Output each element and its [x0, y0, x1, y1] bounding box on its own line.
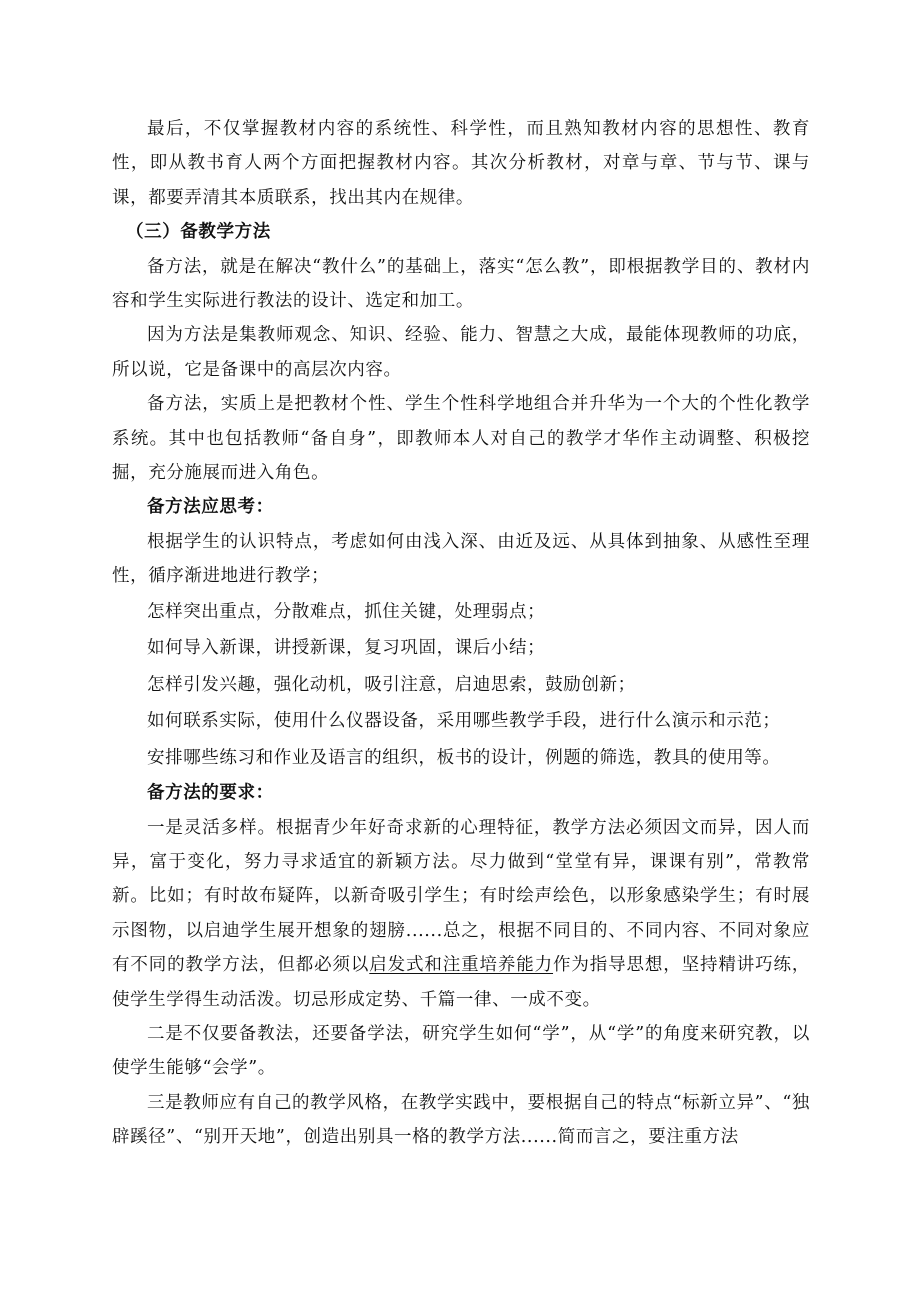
- requirement-paragraph-1: [112, 811, 810, 1017]
- method-paragraph: 备方法，就是在解决“教什么”的基础上，落实“怎么教”，即根据教学目的、教材内容和学生实际进行教法的设计、选定和加工。: [112, 256, 810, 312]
- document-body: [112, 112, 810, 1155]
- requirement-heading: 备方法的要求：: [147, 783, 274, 804]
- think-item: 如何导入新课，讲授新课，复习巩固，课后小结；: [147, 638, 546, 659]
- intro-paragraph: 最后，不仅掌握教材内容的系统性、科学性，而且熟知教材内容的思想性、教育性，即从教书育人两个方面把握教材内容。其次分析教材，对章与章、节与节、课与课，都要弄清其本质联系，找出其内在规律。: [112, 119, 810, 208]
- think-item: 安排哪些练习和作业及语言的组织，板书的设计，例题的筛选，教具的使用等。: [147, 747, 781, 768]
- think-item: 怎样引发兴趣，强化动机，吸引注意，启迪思索，鼓励创新；: [147, 674, 636, 695]
- think-heading: 备方法应思考：: [147, 497, 274, 518]
- requirement-paragraph-3: 三是教师应有自己的教学风格，在教学实践中，要根据自己的特点“标新立异”、“独辟蹊径”、“别开天地”，创造出别具一格的教学方法......简而言之，要注重方法: [112, 1092, 810, 1148]
- think-item: 怎样突出重点，分散难点，抓住关键，处理弱点；: [147, 601, 546, 622]
- think-item: 根据学生的认识特点，考虑如何由浅入深、由近及远、从具体到抽象、从感性至理性，循序渐进地进行教学；: [112, 531, 810, 587]
- section-heading: （三）备教学方法: [126, 222, 271, 243]
- requirement-text: 一是灵活多样。根据青少年好奇求新的心理特征，教学方法必须因文而异，因人而异，富于变化，努力寻求适宜的新颖方法。尽力做到“堂堂有异，课课有别”，常教常新。比如；有时故布疑阵，以新奇吸引学生；有时绘声绘色，以形象感染学生；有时展示图物，以启迪学生展开想象的翅膀......总之，根据不同目的、不同内容、不同对象应有不同的教学方法，但都必须以: [112, 817, 810, 976]
- underlined-phrase: 启发式和注重培养能力: [369, 955, 554, 976]
- method-paragraph: 备方法，实质上是把教材个性、学生个性科学地组合并升华为一个大的个性化教学系统。其中也包括教师“备自身”，即教师本人对自己的教学才华作主动调整、积极挖掘，充分施展而进入角色。: [112, 394, 810, 484]
- requirement-text: 作为指导思想，坚持精讲巧练，使学生学得生动活泼。切忌形成定势、千篇一律、一成不变。: [112, 955, 811, 1010]
- method-paragraph: 因为方法是集教师观念、知识、经验、能力、智慧之大成，最能体现教师的功底，所以说，它是备课中的高层次内容。: [112, 325, 810, 380]
- think-item: 如何联系实际，使用什么仪器设备，采用哪些教学手段，进行什么演示和示范；: [147, 711, 781, 732]
- requirement-paragraph-2: 二是不仅要备教法，还要备学法，研究学生如何“学”，从“学”的角度来研究教，以使学生能够“会学”。: [112, 1024, 810, 1079]
